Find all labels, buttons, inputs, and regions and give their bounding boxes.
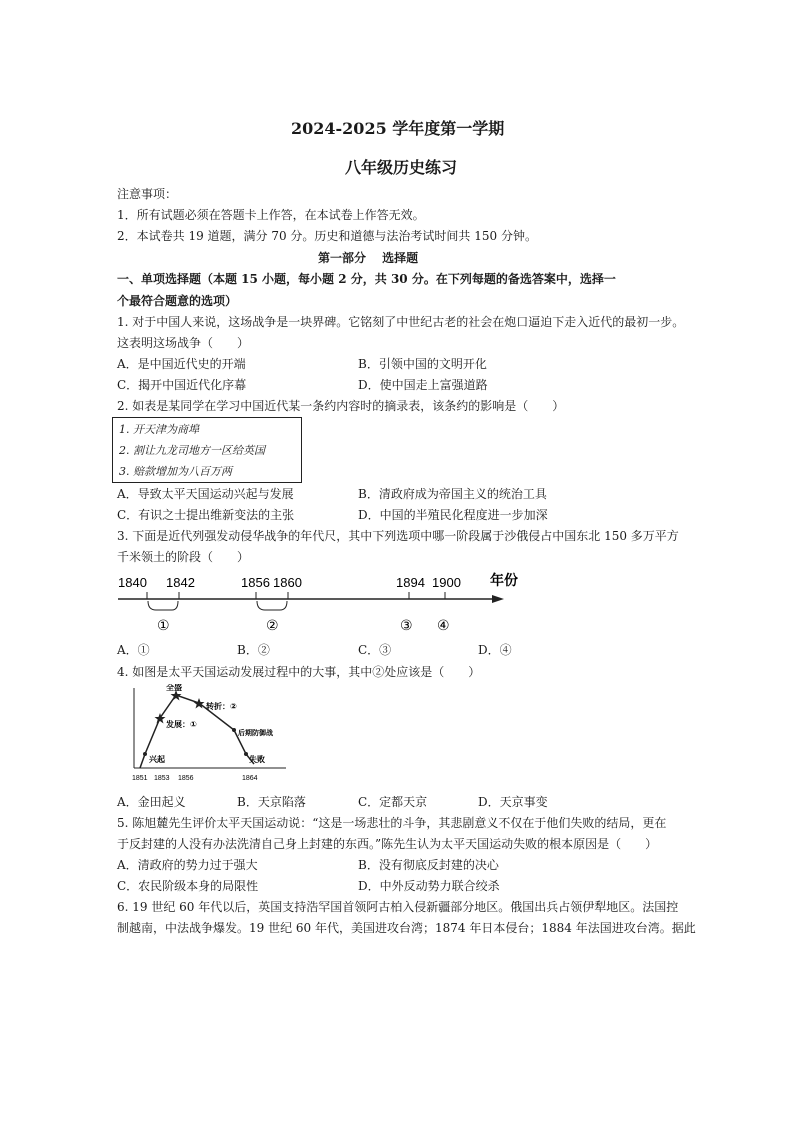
option-c: C．农民阶级本身的局限性 <box>117 879 259 893</box>
point-late <box>232 728 236 732</box>
x-tick: 1856 <box>178 775 194 782</box>
question-stem: 4. 如图是太平天国运动发展过程中的大事，其中②处应该是（ ） <box>117 665 481 679</box>
question-stem: 5. 陈旭麓先生评价太平天国运动说：“这是一场悲壮的斗争，其悲剧意义不仅在于他们失败的结局，更在 <box>117 816 667 830</box>
notice-item: 1．所有试题必须在答题卡上作答，在本试卷上作答无效。 <box>117 208 425 222</box>
question-stem: 1. 对于中国人来说，这场战争是一块界碑。它铭刻了中世纪古老的社会在炮口逼迫下走入近代的最初一步。 <box>117 315 685 329</box>
x-tick: 1853 <box>154 775 170 782</box>
question-stem: 制越南，中法战争爆发。19 世纪 60 年代，美国进攻台湾；1874 年日本侵台；1884 年法国进攻台湾。据此 <box>117 921 696 935</box>
marker: ① <box>157 617 170 633</box>
axis-arrow <box>492 595 504 603</box>
star-turn <box>194 698 205 709</box>
bracket-2 <box>257 601 287 610</box>
label-turn: 转折：② <box>206 702 237 711</box>
part-heading: 第一部分 选择题 <box>318 251 419 265</box>
option-d: D．中国的半殖民化程度进一步加深 <box>358 508 548 522</box>
option-a: A．① <box>117 643 150 657</box>
marker: ③ <box>400 617 413 633</box>
option-b: B．清政府成为帝国主义的统治工具 <box>358 487 547 501</box>
bracket-1 <box>148 601 178 610</box>
option-c: C．定都天京 <box>358 795 428 809</box>
option-c: C．揭开中国近代化序幕 <box>117 378 247 392</box>
label-fail: 失败 <box>249 755 265 764</box>
year-label: 1860 <box>273 575 302 590</box>
section-heading: 个最符合题意的选项） <box>117 294 238 308</box>
option-a: A．导致太平天国运动兴起与发展 <box>117 487 294 501</box>
star-dev <box>155 713 166 724</box>
timeline-figure <box>112 568 532 640</box>
option-a: A．金田起义 <box>117 795 186 809</box>
label-dev: 发展：① <box>166 720 197 729</box>
option-d: D．中外反动势力联合绞杀 <box>358 879 500 893</box>
option-a: A．是中国近代史的开端 <box>117 357 246 371</box>
year-label: 1900 <box>432 575 461 590</box>
x-tick: 1851 <box>132 775 148 782</box>
option-d: D．④ <box>478 643 512 657</box>
option-d: D．天京事变 <box>478 795 548 809</box>
treaty-excerpt-box <box>112 417 302 483</box>
option-c: C．有识之士提出维新变法的主张 <box>117 508 295 522</box>
page-title: 2024-2025 学年度第一学期 <box>291 119 505 138</box>
question-stem: 3. 下面是近代列强发动侵华战争的年代尺，其中下列选项中哪一阶段属于沙俄侵占中国东北 150 多万平方 <box>117 529 679 543</box>
x-tick: 1864 <box>242 775 258 782</box>
year-label: 1856 <box>241 575 270 590</box>
taiping-chart <box>126 684 296 784</box>
axis-label: 年份 <box>490 572 518 588</box>
year-label: 1842 <box>166 575 195 590</box>
label-start: 兴起 <box>149 755 165 764</box>
year-label: 1894 <box>396 575 425 590</box>
question-stem: 这表明这场战争（ ） <box>117 336 250 350</box>
point-start <box>143 752 147 756</box>
page-subtitle: 八年级历史练习 <box>345 158 458 177</box>
question-stem: 2. 如表是某同学在学习中国近代某一条约内容时的摘录表，该条约的影响是（ ） <box>117 399 565 413</box>
question-stem: 千米领土的阶段（ ） <box>117 550 250 564</box>
option-b: B．天京陷落 <box>237 795 306 809</box>
option-b: B．没有彻底反封建的决心 <box>358 858 499 872</box>
notice-heading: 注意事项： <box>117 187 178 201</box>
question-stem: 于反封建的人没有办法洗清自己身上封建的东西。”陈先生认为太平天国运动失败的根本原因是（ ） <box>117 837 658 851</box>
section-heading: 一、单项选择题（本题 15 小题，每小题 2 分，共 30 分。在下列每题的备选答案中，选择一 <box>117 272 616 286</box>
point-fail <box>244 752 248 756</box>
option-b: B．② <box>237 643 270 657</box>
year-label: 1840 <box>118 575 147 590</box>
option-b: B．引领中国的文明开化 <box>358 357 487 371</box>
option-a: A．清政府的势力过于强大 <box>117 858 258 872</box>
label-peak: 全盛 <box>166 684 182 692</box>
marker: ④ <box>437 617 450 633</box>
option-d: D．使中国走上富强道路 <box>358 378 488 392</box>
option-c: C．③ <box>358 643 392 657</box>
treaty-item: 3. 赔款增加为八百万两 <box>119 465 232 478</box>
marker: ② <box>266 617 279 633</box>
question-stem: 6. 19 世纪 60 年代以后，英国支持浩罕国首领阿古柏入侵新疆部分地区。俄国出兵占领伊犁地区。法国控 <box>117 900 679 914</box>
notice-item: 2．本试卷共 19 道题，满分 70 分。历史和道德与法治考试时间共 150 分钟。 <box>117 229 537 243</box>
label-late: 后期防御战 <box>238 730 273 737</box>
treaty-item: 1. 开天津为商埠 <box>119 423 199 436</box>
treaty-item: 2. 割让九龙司地方一区给英国 <box>119 444 265 457</box>
